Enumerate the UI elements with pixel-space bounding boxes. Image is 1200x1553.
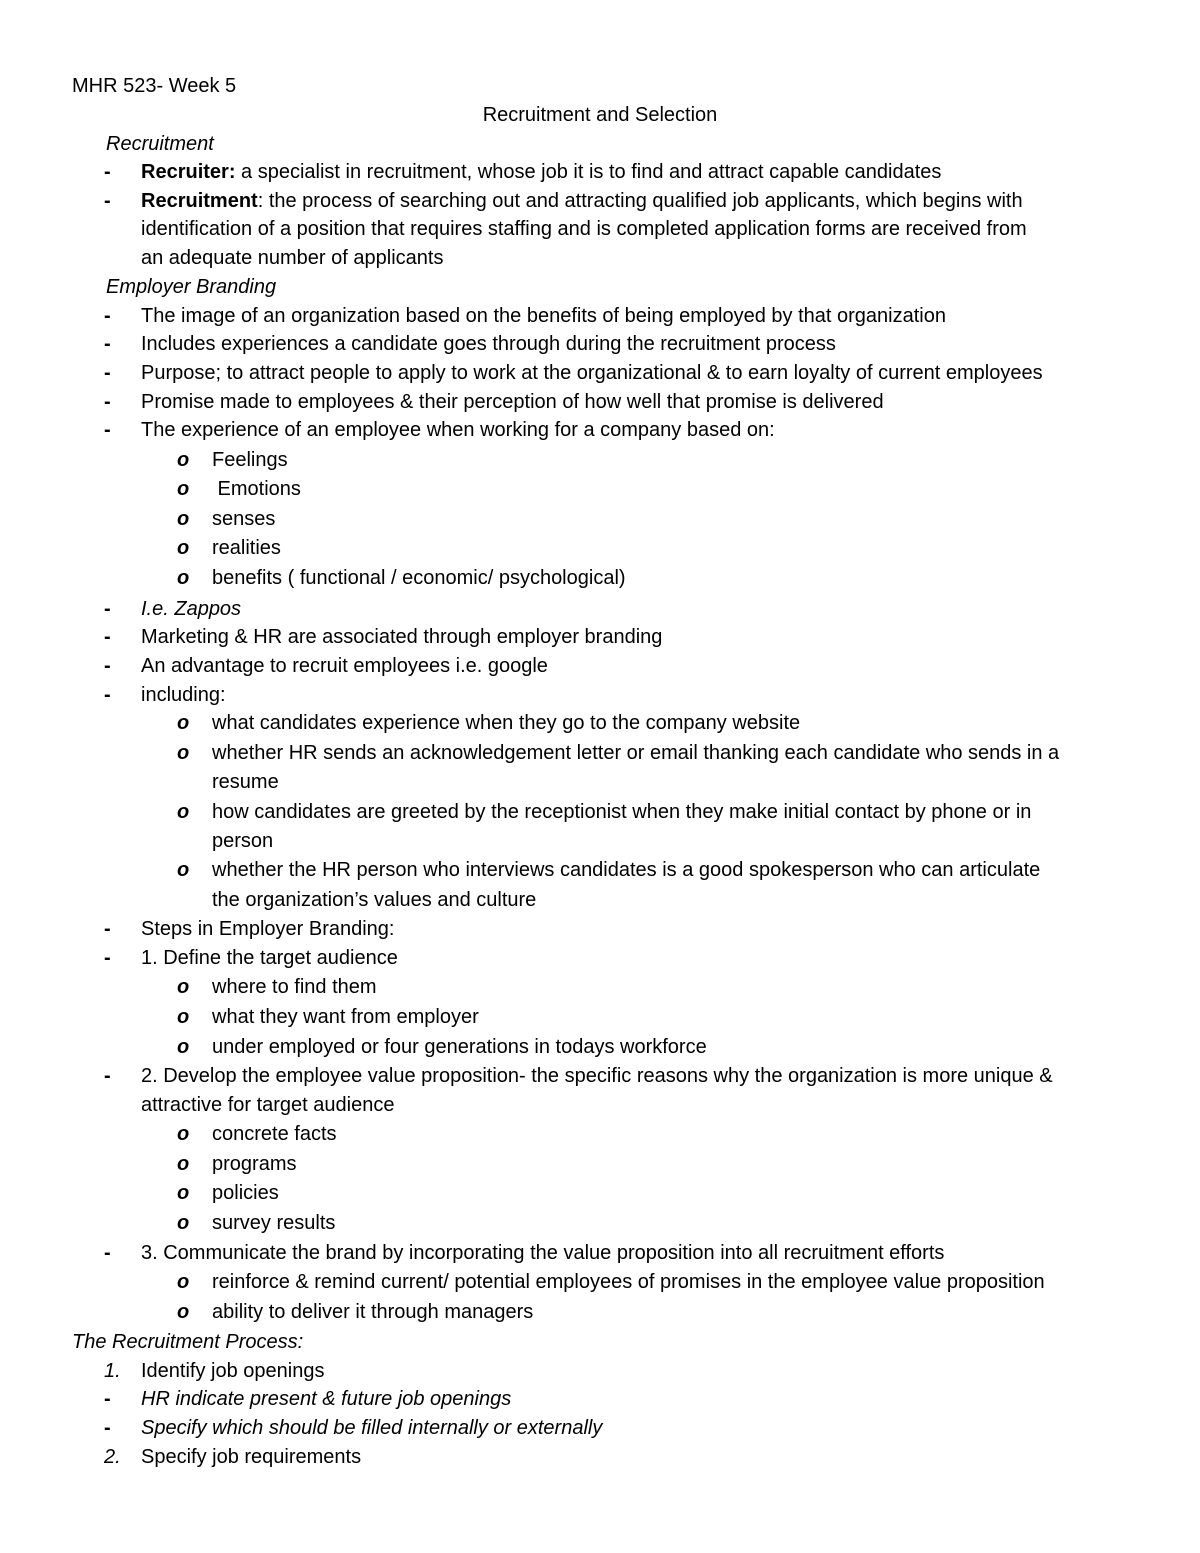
dash-bullet: - <box>104 391 111 413</box>
sub-item-text: reinforce & remind current/ potential employees of promises in the employee value proposition <box>212 1271 1045 1293</box>
sub-item-text: person <box>212 830 274 852</box>
dash-bullet: - <box>104 655 111 677</box>
dash-bullet: - <box>104 947 111 969</box>
sub-item-text: benefits ( functional / economic/ psychological) <box>212 567 626 589</box>
item-number: 2. <box>104 1446 121 1468</box>
sub-item-text: survey results <box>212 1212 336 1234</box>
circle-bullet: o <box>177 859 190 881</box>
dash-bullet: - <box>104 1242 111 1264</box>
circle-bullet: o <box>177 1301 190 1323</box>
dash-bullet: - <box>104 918 111 940</box>
circle-bullet: o <box>177 1036 190 1058</box>
sub-item-text: resume <box>212 771 279 793</box>
item-number: 1. <box>104 1360 121 1382</box>
circle-bullet: o <box>177 508 190 530</box>
list-item-text: Includes experiences a candidate goes through during the recruitment process <box>141 333 836 355</box>
dash-bullet: - <box>104 305 111 327</box>
circle-bullet: o <box>177 1006 190 1028</box>
dash-bullet: - <box>104 1388 111 1410</box>
sub-item-text: where to find them <box>212 976 377 998</box>
circle-bullet: o <box>177 976 190 998</box>
sub-item-text: programs <box>212 1153 297 1175</box>
list-item-text: 2. Develop the employee value proposition- the specific reasons why the organization is more unique & <box>141 1065 1053 1087</box>
sub-item-text: realities <box>212 537 281 559</box>
dash-bullet: - <box>104 190 111 212</box>
dash-bullet: - <box>104 362 111 384</box>
sub-item-text: concrete facts <box>212 1123 337 1145</box>
list-item-text: HR indicate present & future job openings <box>141 1388 512 1410</box>
sub-item-text: how candidates are greeted by the receptionist when they make initial contact by phone or in <box>212 801 1032 823</box>
list-item-text: The experience of an employee when working for a company based on: <box>141 419 775 441</box>
recruiter-def: a specialist in recruitment, whose job it is to find and attract capable candidates <box>235 161 942 183</box>
sub-item-text: under employed or four generations in todays workforce <box>212 1036 707 1058</box>
circle-bullet: o <box>177 742 190 764</box>
list-item-text: Specify which should be filled internally or externally <box>141 1417 603 1439</box>
circle-bullet: o <box>177 1123 190 1145</box>
dash-bullet: - <box>104 161 111 183</box>
sub-item-text: policies <box>212 1182 279 1204</box>
circle-bullet: o <box>177 537 190 559</box>
list-item-text: Steps in Employer Branding: <box>141 918 395 940</box>
dash-bullet: - <box>104 684 111 706</box>
example-text: I.e. Zappos <box>141 598 242 620</box>
recruiter-term: Recruiter: <box>141 161 236 183</box>
circle-bullet: o <box>177 567 190 589</box>
list-item-text: The image of an organization based on the benefits of being employed by that organization <box>141 305 946 327</box>
list-item-text: 3. Communicate the brand by incorporating the value proposition into all recruitment efforts <box>141 1242 945 1264</box>
recruitment-def-1: : the process of searching out and attracting qualified job applicants, which begins with <box>257 190 1023 212</box>
recruitment-def-2: identification of a position that requires staffing and is completed application forms are received from <box>141 218 1027 240</box>
dash-bullet: - <box>104 1417 111 1439</box>
recruitment-heading: Recruitment <box>106 133 214 155</box>
list-item-text: Marketing & HR are associated through employer branding <box>141 626 663 648</box>
circle-bullet: o <box>177 1153 190 1175</box>
circle-bullet: o <box>177 449 190 471</box>
sub-item-text: Emotions <box>212 478 301 500</box>
recruiter-text <box>141 158 941 187</box>
dash-bullet: - <box>104 1065 111 1087</box>
sub-item-text: senses <box>212 508 276 530</box>
branding-heading: Employer Branding <box>106 276 277 298</box>
numbered-item-text: Identify job openings <box>141 1360 325 1382</box>
dash-bullet: - <box>104 333 111 355</box>
circle-bullet: o <box>177 1212 190 1234</box>
sub-item-text: the organization’s values and culture <box>212 889 537 911</box>
process-heading: The Recruitment Process: <box>72 1331 304 1353</box>
dash-bullet: - <box>104 419 111 441</box>
recruitment-text <box>141 187 1023 216</box>
list-item-text: Purpose; to attract people to apply to work at the organizational & to earn loyalty of current employees <box>141 362 1043 384</box>
document-title: Recruitment and Selection <box>482 104 718 126</box>
numbered-item-text: Specify job requirements <box>141 1446 362 1468</box>
circle-bullet: o <box>177 712 190 734</box>
list-item-text: including: <box>141 684 226 706</box>
recruitment-def-3: an adequate number of applicants <box>141 247 444 269</box>
dash-bullet: - <box>104 598 111 620</box>
sub-item-text: ability to deliver it through managers <box>212 1301 534 1323</box>
list-item-text: Promise made to employees & their perception of how well that promise is delivered <box>141 391 884 413</box>
list-item-text: attractive for target audience <box>141 1094 395 1116</box>
sub-item-text: Feelings <box>212 449 288 471</box>
course-code: MHR 523- Week 5 <box>72 75 237 97</box>
dash-bullet: - <box>104 626 111 648</box>
sub-item-text: what candidates experience when they go to the company website <box>212 712 801 734</box>
list-item-text: 1. Define the target audience <box>141 947 398 969</box>
circle-bullet: o <box>177 801 190 823</box>
sub-item-text: whether the HR person who interviews candidates is a good spokesperson who can articulate <box>212 859 1041 881</box>
circle-bullet: o <box>177 478 190 500</box>
circle-bullet: o <box>177 1182 190 1204</box>
sub-item-text: whether HR sends an acknowledgement letter or email thanking each candidate who sends in a <box>212 742 1060 764</box>
recruitment-term: Recruitment <box>141 190 258 212</box>
sub-item-text: what they want from employer <box>212 1006 479 1028</box>
list-item-text: An advantage to recruit employees i.e. google <box>141 655 548 677</box>
circle-bullet: o <box>177 1271 190 1293</box>
